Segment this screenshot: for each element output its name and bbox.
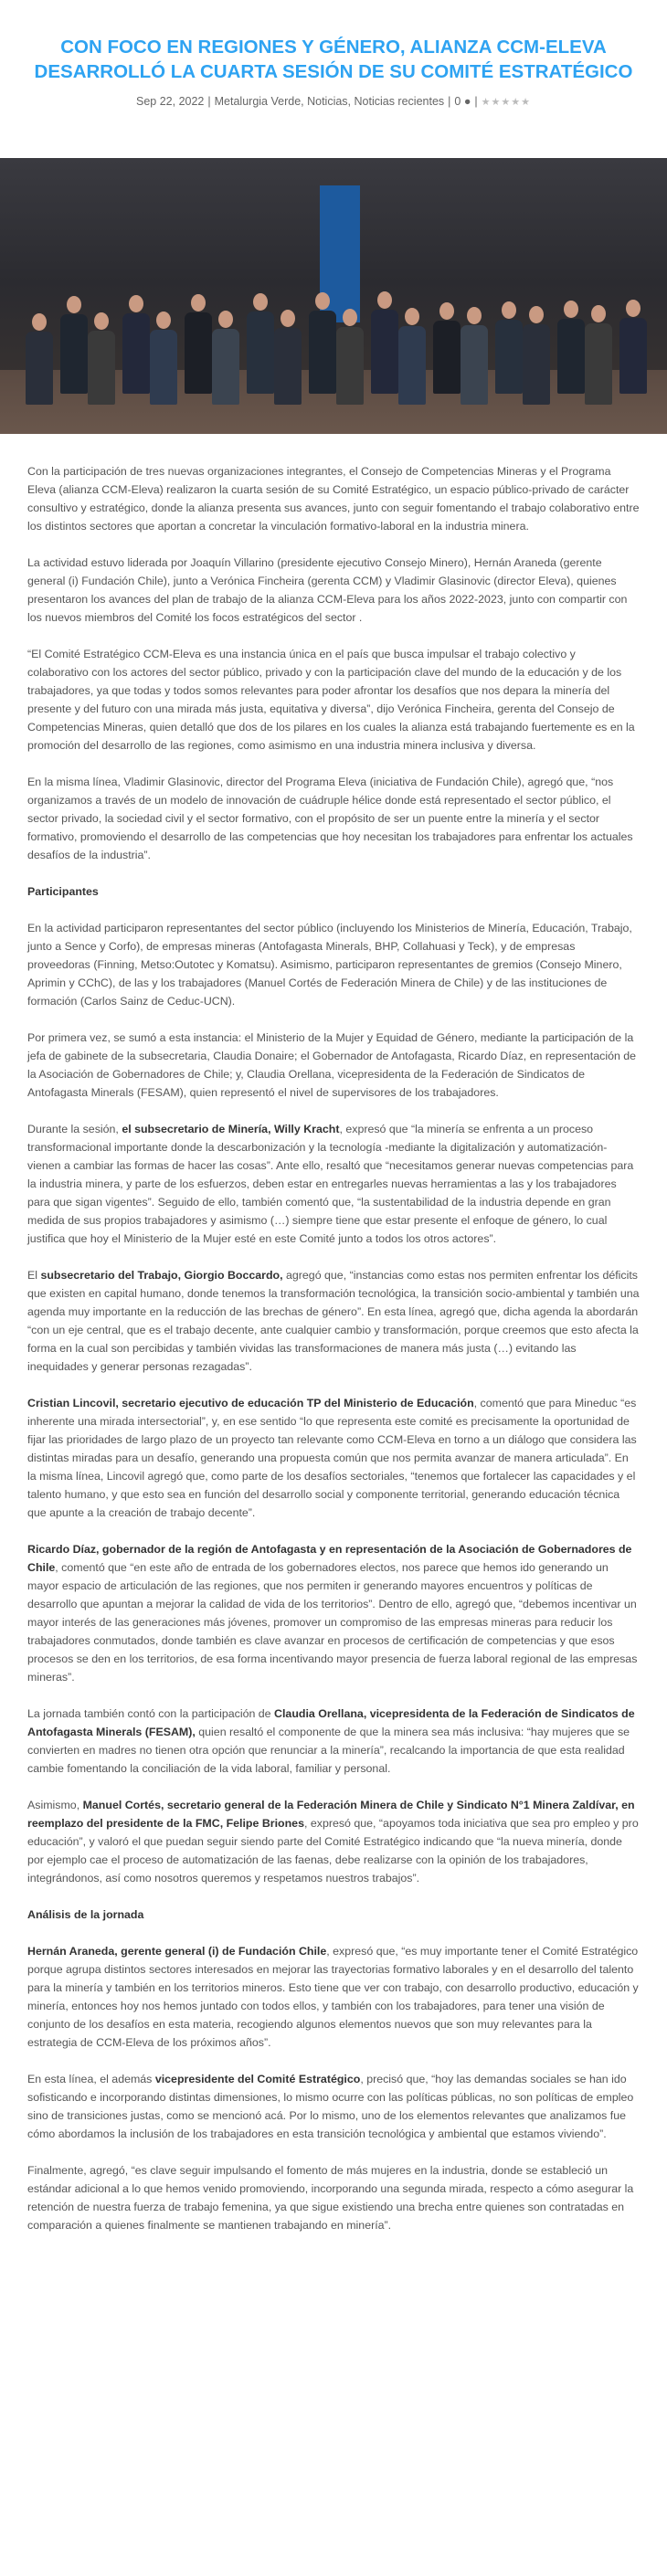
paragraph: Por primera vez, se sumó a esta instancia: el Ministerio de la Mujer y Equidad de Género, mediante la participación de la jefa de gabinete de la subsecretaria, Claudia Donaire; el Gobernador de Antofagasta, Ricardo Díaz, en representación de la Asociación de Gobernadores de Chile; y, Claudia Orellana, vicepresidenta de la Federación de Sindicatos de Antofagasta Minerals (FESAM), quien representó el nivel de supervisores de los trabajadores. (27, 1031, 637, 1099)
rating-stars[interactable]: ★★★★★ (481, 97, 531, 108)
photo-person (433, 302, 461, 394)
post-date: Sep 22, 2022 (136, 95, 205, 108)
paragraph: La actividad estuvo liderada por Joaquín Villarino (presidente ejecutivo Consejo Minero), Hernán Araneda (gerente general (i) Fundación Chile), junto a Verónica Fincheira (gerenta CCM) y Vladimir Glasinovic (director Eleva), quienes presentaron los avances del plan de trabajo de la alianza CCM-Eleva para los años 2022-2023, junto con compartir con los nuevos miembros del Comité los focos estratégicos del sector . (27, 556, 628, 624)
photo-person (247, 293, 274, 394)
paragraph: Finalmente, agregó, “es clave seguir impulsando el fomento de más mujeres en la industria, donde se estableció un estándar adicional a lo que hemos venido promoviendo, incorporando una segunda mirada, respecto a cómo asegurar la retención de nuestra fuerza de trabajo femenina, ya que sigue existiendo una brecha entre quienes son contratadas en comparación a quienes finalmente se mantienen trabajando en minería”. (27, 2164, 634, 2232)
photo-person (619, 300, 647, 394)
photo-person (557, 301, 585, 394)
photo-person (150, 311, 177, 405)
photo-person (461, 307, 488, 405)
paragraph: Hernán Araneda, gerente general (i) de Fundación Chile, expresó que, “es muy importante tener el Comité Estratégico porque agrupa distintos sectores interesados en mejorar las trayectorias formativo laborales y en el desarrollo del talento para la minería y también en los territorios mineros. Esto tiene que ver con trabajo, con desarrollo productivo, educación y minería, entonces hoy nos hemos juntado con todos ellos, y también con los trabajadores, para tener una visión de conjunto de los desafíos en esta materia, recogiendo algunos elementos nuevos que son muy relevantes para la estrategia de CCM-Eleva de los próximos años”. (27, 1945, 639, 2049)
photo-person (26, 313, 53, 405)
photo-person (185, 294, 212, 394)
photo-person (336, 309, 364, 405)
paragraph: En la actividad participaron representantes del sector público (incluyendo los Ministerios de Minería, Educación, Trabajo, junto a Sence y Corfo), de empresas mineras (Antofagasta Minerals, BHP, Collahuasi y Teck), y de empresas proveedoras (Finning, Metso:Outotec y Komatsu). Asimismo, participaron representantes de gremios (Consejo Minero, Aprimin y CChC), de las y los trabajadores (Manuel Cortés de Federación Minera de Chile) y de las instituciones de formación (Carlos Sainz de Ceduc-UCN). (27, 922, 632, 1008)
paragraph: Ricardo Díaz, gobernador de la región de Antofagasta y en representación de la Asociación de Gobernadores de Chile, comentó que “en este año de entrada de los gobernadores electos, nos parece que hemos ido generando un mayor espacio de articulación de las regiones, que nos permiten ir generando mayores encuentros y políticas de desarrollo que apuntan a mejorar la calidad de vida de los territorios”. Dentro de ello, agregó que, “debemos incentivar un mayor interés de las generaciones más jóvenes, promover un compromiso de las empresas mineras para reducir los trabajadores conmutados, donde también es clave avanzar en procesos de certificación de competencias y que esos procesos se den en los territorios, de esa forma incentivando mayor presencia de fuerza laboral regional de las empresas mineras”. (27, 1543, 638, 1684)
paragraph: Durante la sesión, el subsecretario de Minería, Willy Kracht, expresó que “la minería se enfrenta a un proceso transformacional importante donde la descarbonización y la tecnología -mediante la digitalización y automatización- vienen a cambiar las formas de hacer las cosas”. Ante ello, resaltó que “necesitamos generar nuevas competencias para la industria minera, y parte de los esfuerzos, deben estar en entregarles nuevas herramientas a las y los trabajadores para que sigan vigentes”. Seguido de ello, también comentó que, “la sustentabilidad de la industria depende en gran medida de sus propios trabajadores y asimismo (…) siempre tiene que estar presente el enfoque de género, lo cual justifica que hoy el Ministerio de la Mujer esté en este Comité junto a todos los otros actores”. (27, 1123, 634, 1245)
photo-person (274, 310, 302, 405)
paragraph: “El Comité Estratégico CCM-Eleva es una instancia única en el país que busca impulsar el trabajo colectivo y colaborativo con los actores del sector público, privado y con la participación clave del mundo de la educación y de los trabajadores, ya que todas y todos somos relevantes para poder afrontar los desafíos que nos depara la minería del presente y del futuro con una mirada más justa, equitativa y diversa”, dijo Verónica Fincheira, gerenta del Consejo de Competencias Mineras, quien detalló que dos de los pilares en los cuales la alianza está trabajando fuertemente es en la promoción del desarrollo de las regiones, como asimismo en una industria minera inclusiva y diversa. (27, 648, 635, 752)
photo-person (495, 301, 523, 394)
paragraph: La jornada también contó con la participación de Claudia Orellana, vicepresidenta de la Federación de Sindicatos de Antofagasta Minerals (FESAM), quien resaltó el componente de que la minera sea más inclusiva: “hay mujeres que se convierten en madres no tienen otra opción que renunciar a la minería”, recalcando la importancia de que esta realidad cambie fomentando la conciliación de la vida laboral, familiar y personal. (27, 1707, 635, 1775)
post-meta: Sep 22, 2022 | Metalurgia Verde, Noticias, Noticias recientes | 0 ● | ★★★★★ (136, 95, 531, 108)
comment-icon: ● (463, 95, 471, 108)
photo-person (585, 305, 612, 405)
paragraph: En esta línea, el además vicepresidente del Comité Estratégico, precisó que, “hoy las demandas sociales se han ido sofisticando e incorporando distintas dimensiones, lo mismo ocurre con las políticas públicas, no son políticas de empleo sino de transiciones justas, como se mencionó acá. Por lo mismo, uno de los elementos relevantes que analizamos fue cómo abordamos la inclusión de los trabajadores en esta transición tecnológica y ambiental que estamos viviendo”. (27, 2073, 634, 2140)
comment-count[interactable]: 0 (454, 95, 461, 108)
paragraph: Con la participación de tres nuevas organizaciones integrantes, el Consejo de Competencias Mineras y el Programa Eleva (alianza CCM-Eleva) realizaron la cuarta sesión de su Comité Estratégico, un espacio público-privado de carácter consultivo y estratégico, donde la alianza presenta sus avances, junto con seguir fomentando el trabajo colaborativo entre los distintos sectores que aportan a concretar la vinculación formativo-laboral en la industria minera. (27, 465, 640, 533)
paragraph: Asimismo, Manuel Cortés, secretario general de la Federación Minera de Chile y Sindicato N°1 Minera Zaldívar, en reemplazo del presidente de la FMC, Felipe Briones, expresó que, “apoyamos toda iniciativa que sea pro empleo y pro educación”, y valoró el que puedan seguir siendo parte del Comité Estratégico indicando que “la nueva minería, donde por ejemplo cae el proceso de automatización de las faenas, debe realizarse con la opinión de los trabajadores, integrándonos, así como nosotros queremos y respetamos nuestros trabajos”. (27, 1799, 639, 1884)
paragraph: El subsecretario del Trabajo, Giorgio Boccardo, agregó que, “instancias como estas nos permiten enfrentar los déficits que existen en capital humano, donde tenemos la transformación tecnológica, la transición socio-ambiental y también una agenda muy importante en la reducción de las brechas de género”. En esta línea, agregó que, dicha agenda la abordarán “con un eje central, que es el trabajo decente, ante cualquier cambio y transformación, porque creemos que esto afecta la forma en la cual son percibidas y también vividas las transformaciones de manera más justa (…) evitando las inequidades y generar personas rezagadas”. (27, 1269, 640, 1373)
photo-person (309, 292, 336, 394)
section-heading-participantes: Participantes (27, 885, 99, 898)
article-title: CON FOCO EN REGIONES Y GÉNERO, ALIANZA CCM-ELEVA DESARROLLÓ LA CUARTA SESIÓN DE SU COMITÉ ESTRATÉGICO (34, 37, 633, 82)
photo-person (122, 295, 150, 394)
photo-person (212, 311, 239, 405)
paragraph: En la misma línea, Vladimir Glasinovic, director del Programa Eleva (iniciativa de Fundación Chile), agregó que, “nos organizamos a través de un modelo de innovación de cuádruple hélice donde está representado el sector público, el sector privado, la sociedad civil y el sector formativo, con el propósito de ser un puente entre la minería y el sector formativo, promoviendo el desarrollo de las competencias que hoy necesitan los trabajadores para enfrentar los actuales desafíos de la industria”. (27, 776, 633, 861)
photo-person (60, 296, 88, 394)
photo-person (88, 312, 115, 405)
section-heading-analisis: Análisis de la jornada (27, 1908, 144, 1921)
photo-person (523, 306, 550, 405)
photo-person (398, 308, 426, 405)
post-categories[interactable]: Metalurgia Verde, Noticias, Noticias recientes (214, 95, 445, 108)
group-photo (0, 158, 667, 434)
paragraph: Cristian Lincovil, secretario ejecutivo de educación TP del Ministerio de Educación, comentó que para Mineduc “es inherente una mirada intersectorial”, y, en ese sentido “lo que representa este comité es precisamente la oportunidad de fijar las prioridades de largo plazo de un proyecto tan relevante como CCM-Eleva en torno a un diálogo que considera las distintas miradas para un desafío, generando una propuesta común que nos permita avanzar de manera articulada”. En la misma línea, Lincovil agregó que, como parte de los desafíos sectoriales, “tenemos que fortalecer las capacidades y el talento humano, y que esto sea en función del desarrollo social y componente territorial, generando educación técnica que apunte a la creación de trabajo decente”. (27, 1397, 637, 1519)
article-body (27, 462, 640, 2253)
photo-person (371, 291, 398, 394)
